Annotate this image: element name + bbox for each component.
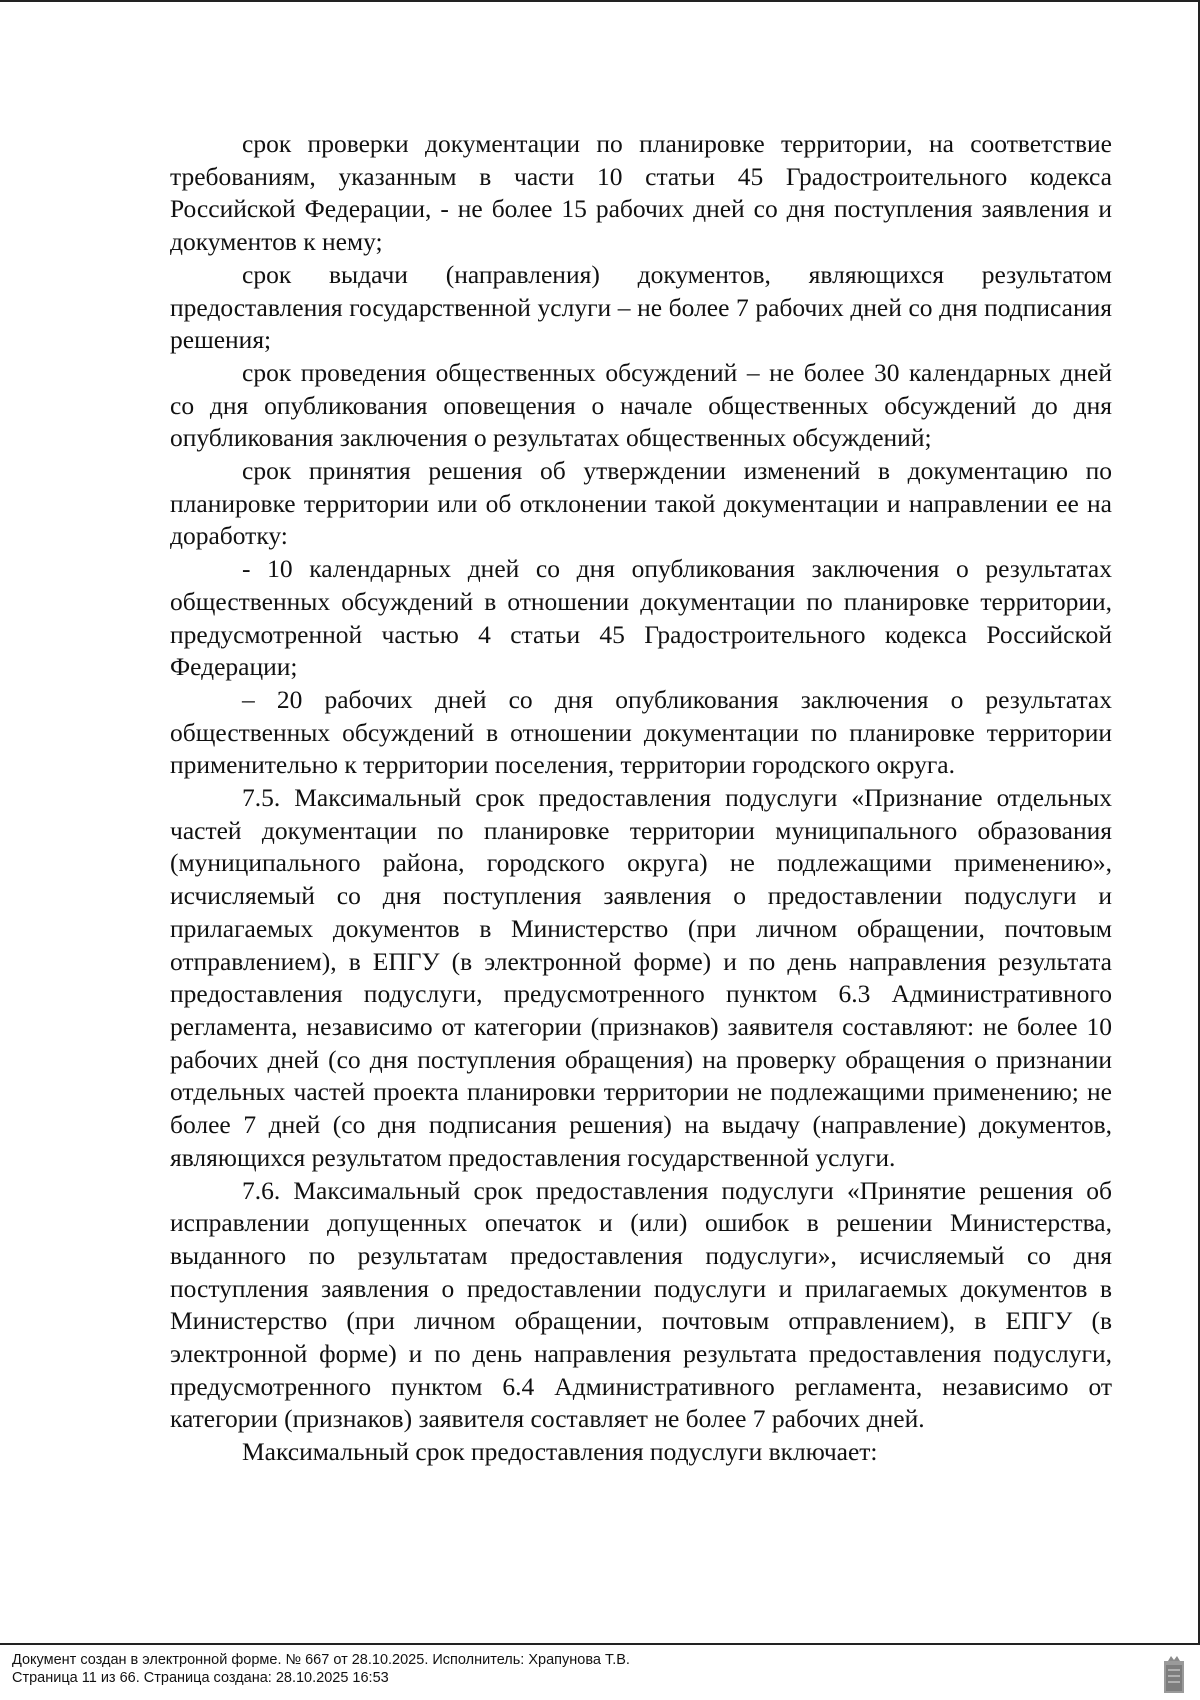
footer-line-document-info: Документ создан в электронной форме. № 667 от 28.10.2025. Исполнитель: Храпунова Т.В. [12,1652,630,1668]
paragraph-7-6: 7.6. Максимальный срок предоставления подуслуги «Принятие решения об исправлении допущенных опечаток и (или) ошибок в решении Министерства, выданного по результатам предоставления подуслуги», исчисляемый со дня поступления заявления о предоставлении подуслуги и прилагаемых документов в Министерство (при личном обращении, почтовым отправлением), в ЕПГУ (в электронной форме) и по день направления результата предоставления подуслуги, предусмотренного пунктом 6.4 Административного регламента, независимо от категории (признаков) заявителя составляет не более 7 рабочих дней. [170,1175,1112,1434]
paragraph-1: срок проверки документации по планировке территории, на соответствие требованиям, указанным в части 10 статьи 45 Градостроительного кодекса Российской Федерации, - не более 15 рабочих дней со дня поступления заявления и документов к нему; [170,129,1112,257]
footer-line-page-info: Страница 11 из 66. Страница создана: 28.10.2025 16:53 [12,1670,389,1686]
paragraph-2: срок выдачи (направления) документов, являющихся результатом предоставления государственной услуги – не более 7 рабочих дней со дня подписания решения; [170,259,1112,355]
paragraph-6: – 20 рабочих дней со дня опубликования заключения о результатах общественных обсуждений в отношении документации по планировке территории применительно к территории поселения, территории городского округа. [170,684,1112,780]
paragraph-4: срок принятия решения об утверждении изменений в документацию по планировке территории или об отклонении такой документации и направлении ее на доработку: [170,456,1112,551]
document-body [170,128,1112,1469]
footer-text [12,1651,630,1687]
document-footer [0,1643,1200,1700]
stamp-icon [1162,1655,1186,1695]
paragraph-5: - 10 календарных дней со дня опубликования заключения о результатах общественных обсуждений в отношении документации по планировке территории, предусмотренной частью 4 статьи 45 Градостроительного кодекса Российской Федерации; [170,554,1112,682]
page-border-top [0,0,1200,2]
paragraph-7-5: 7.5. Максимальный срок предоставления подуслуги «Признание отдельных частей документации по планировке территории муниципального образования (муниципального района, городского округа) не подлежащими применению», исчисляемый со дня поступления заявления о предоставлении подуслуги и прилагаемых документов в Министерство (при личном обращении, почтовым отправлением), в ЕПГУ (в электронной форме) и по день направления результата предоставления подуслуги, предусмотренного пунктом 6.3 Административного регламента, независимо от категории (признаков) заявителя составляют: не более 10 рабочих дней (со дня поступления обращения) на проверку обращения о признании отдельных частей проекта планировки территории не подлежащими применению; не более 7 дней (со дня подписания решения) на выдачу (направление) документов, являющихся результатом предоставления государственной услуги. [170,783,1112,1172]
paragraph-3: срок проведения общественных обсуждений – не более 30 календарных дней со дня опубликования оповещения о начале общественных обсуждений до дня опубликования заключения о результатах общественных обсуждений; [170,357,1112,453]
paragraph-final: Максимальный срок предоставления подуслуги включает: [242,1437,878,1467]
